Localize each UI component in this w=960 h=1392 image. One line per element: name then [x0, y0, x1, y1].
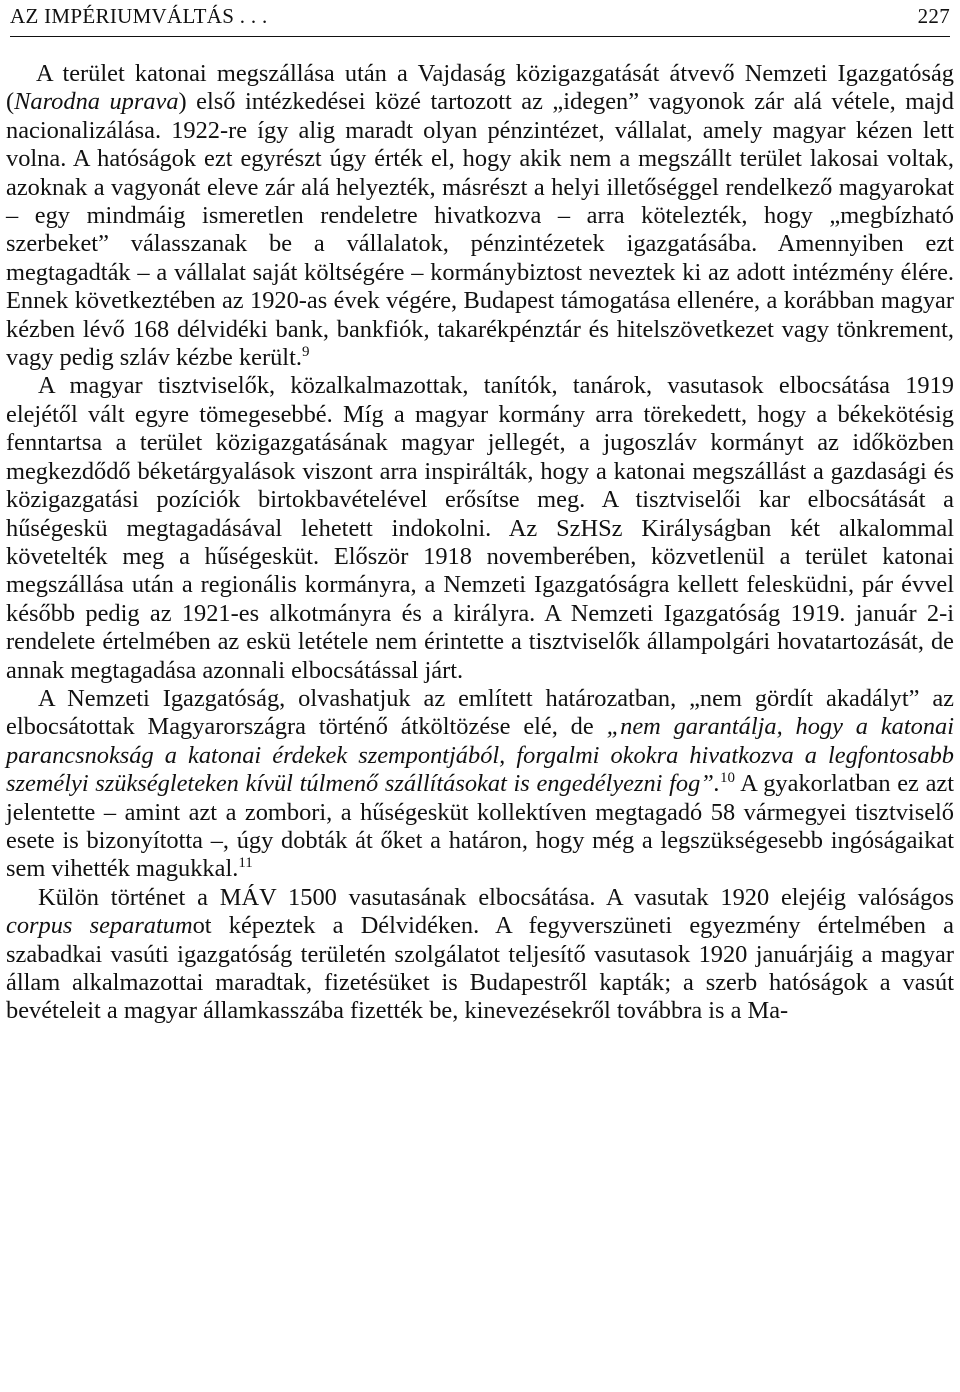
page-number: 227: [917, 4, 950, 28]
text-run: A terület katonai megszállása után a Vajdaság közigazgatását átvevő Nemzeti Igazgatóság (: [6, 60, 954, 116]
footnote-ref: 9: [301, 344, 310, 361]
italic-text: „nem garantálja, hogy a katonai parancsnokság a katonai érdekek szempontjából, forgalmi okokra hivatkozva a legfontosabb személyi szükségleteken kívül túlmenő szállításokat is engedélyezni fog”.: [6, 713, 954, 798]
text-run: ot képeztek a Délvidéken. A fegyverszüneti egyezmény értelmében a szabadkai vasúti igazgatóság területén szolgálatot teljesítő vasutasok 1920 januárjáig a magyar állam alkalmazottai maradtak, fizetésüket is Budapestről kapták; a szerb hatóságok a vasút bevételeit a magyar államkasszába fizették be, kinevezésekről továbbra is a Ma-: [6, 912, 954, 1025]
book-page: [6, 0, 954, 1392]
footnote-ref: 10: [719, 770, 735, 787]
paragraph: [6, 60, 954, 372]
text-run: Külön történet a MÁV 1500 vasutasának elbocsátása. A vasutak 1920 elejéig valóságos: [38, 883, 954, 911]
paragraph: [6, 884, 954, 1026]
header-rule: [10, 36, 950, 37]
italic-text: Narodna uprava: [14, 88, 179, 116]
running-title: AZ IMPÉRIUMVÁLTÁS . . .: [10, 4, 268, 28]
text-run: A gyakorlatban ez azt jelentette – amint azt a zombori, a hűségesküt kollektíven megtagadó 58 vármegyei tisztviselő esete is bizonyította –, úgy dobták át őket a határon, hogy még a legszükségesebb ingóságaikat sem vihették magukkal.: [6, 770, 954, 883]
italic-text: corpus separatum: [6, 912, 193, 940]
text-run: ) első intézkedései közé tartozott az „idegen” vagyonok zár alá vétele, majd nacionalizálása. 1922-re így alig maradt olyan pénzintézet, vállalat, amely magyar kézen lett volna. A hatóságok ezt egyrészt úgy érték el, hogy akik nem a megszállt terület lakosai voltak, azoknak a vagyonát eleve zár alá helyezték, másrészt a helyi illetőséggel rendelkező magyarokat – egy mindmáig ismeretlen rendeletre hivatkozva – arra kötelezték, hogy „megbízható szerbeket” válasszanak be a vállalatok, pénzintézetek igazgatásába. Amennyiben ezt megtagadták – a vállalat saját költségére – kormánybiztost neveztek ki az adott intézmény élére. Ennek következtében az 1920-as évek végére, Budapest támogatása ellenére, a korábban magyar kézben lévő 168 délvidéki bank, bankfiók, takarékpénztár és hitelszövetkezet vagy tönkrement, vagy pedig szláv kézbe került.: [6, 88, 954, 372]
body-text: [6, 60, 954, 1026]
running-head: [10, 4, 950, 32]
footnote-ref: 11: [238, 855, 253, 872]
paragraph: [6, 685, 954, 884]
text-run: A magyar tisztviselők, közalkalmazottak, tanítók, tanárok, vasutasok elbocsátása 1919 elejétől vált egyre tömegesebbé. Míg a magyar kormány arra törekedett, hogy a békekötésig fenntartsa a terület közigazgatásának magyar jellegét, a jugoszláv kormányt az időközben megkezdődő béketárgyalások viszont arra inspirálták, hogy a katonai megszállást a gazdasági és közigazgatási pozíciók birtokbavételével erősítse meg. A tisztviselői kar elbocsátását a hűségeskü megtagadásával lehetett indokolni. Az SzHSz Királyságban két alkalommal követelték meg a hűségesküt. Először 1918 novemberében, közvetlenül a terület katonai megszállása után a regionális kormányra, a Nemzeti Igazgatóságra kellett felesküdni, pár évvel később pedig az 1921-es alkotmányra és a királyra. A Nemzeti Igazgatóság 1919. január 2-i rendelete értelmében az eskü letétele nem érintette a tisztviselők állampolgári hovatartozását, de annak megtagadása azonnali elbocsátással járt.: [6, 372, 954, 684]
paragraph: [6, 372, 954, 684]
text-run: A Nemzeti Igazgatóság, olvashatjuk az említett határozatban, „nem gördít akadályt” az elbocsátottak Magyarországra történő átköltözése elé, de: [6, 684, 954, 741]
